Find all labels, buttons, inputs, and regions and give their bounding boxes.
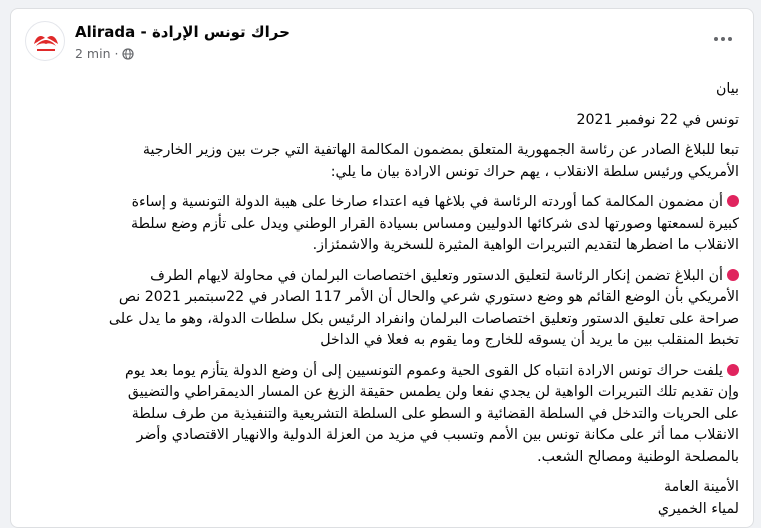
globe-icon — [122, 48, 134, 60]
paragraph-point-1 — [23, 192, 739, 257]
paragraph-title — [23, 79, 739, 101]
text-line — [23, 361, 739, 383]
paragraph-signature — [23, 477, 739, 520]
post-card — [10, 8, 754, 528]
page-avatar[interactable] — [25, 21, 65, 61]
text-line: تخبط المنقلب بين ما يريد أن يسوقه للخارج وما يقوم به فعلا في الداخل — [320, 332, 739, 348]
text-line: وإن تقديم تلك التبريرات الواهية لن يجدي نفعا ولن يطمس حقيقة الزيغ عن المسار الديمقراطي والتضييق — [127, 384, 739, 400]
signature-title: الأمينة العامة — [664, 479, 739, 495]
separator-dot: · — [114, 46, 119, 61]
paragraph-point-2 — [23, 266, 739, 352]
page-name-link[interactable]: Alirada - حراك تونس الإرادة — [75, 23, 290, 41]
more-horizontal-icon — [713, 36, 733, 42]
text-segment: يلفت حراك تونس الارادة انتباه كل القوى الحية وعموم التونسيين إلى أن وضع الدولة يتأزم يوما بعد يوم — [125, 362, 723, 379]
logo-icon — [26, 22, 65, 61]
text-line — [23, 266, 739, 288]
text-line: بيان — [716, 81, 739, 97]
text-line: الأمريكي بأن الوضع القائم هو وضع دستوري شرعي والحال أن الأمر 117 الصادر في 22سبتمبر 2021 نص — [118, 289, 739, 305]
post-text — [23, 79, 739, 528]
red-circle-icon — [727, 269, 739, 281]
post-header — [11, 9, 753, 69]
text-segment: أن مضمون المكالمة كما أوردته الرئاسة في بلاغها فيه اعتداء صارخا على هيبة الدولة التونسية و إساءة — [131, 194, 723, 210]
paragraph-date — [23, 110, 739, 132]
text-line: صراحة على تعليق الدستور وتعليق اختصاصات البرلمان وانفراد الرئيس بكل سلطات الدولة، وهو ما يدل على — [108, 310, 739, 327]
text-line: بالمصلحة الوطنية ومصالح الشعب. — [537, 448, 739, 465]
paragraph-point-3 — [23, 361, 739, 469]
text-line: على الحريات والتدخل في السلطة القضائية و السطو على السلطة التشريعية والتنفيذية من طرف سلطة — [131, 405, 739, 422]
text-line: تبعا للبلاغ الصادر عن رئاسة الجمهورية المتعلق بمضمون المكالمة الهاتفية التي جرت بين وزير الخارجية — [142, 142, 739, 158]
text-line: الانقلاب مما أثر على مكانة تونس بين الأمم وتسبب في مزيد من العزلة الدولية والانهيار الاقتصادي وأضر — [136, 427, 739, 443]
text-line: تونس في 22 نوفمبر 2021 — [576, 111, 739, 128]
paragraph-intro — [23, 140, 739, 183]
text-line — [23, 192, 739, 214]
more-options-button[interactable] — [711, 29, 735, 49]
red-circle-icon — [727, 364, 739, 376]
text-line: كبيرة لسمعتها وصورتها لدى شركائها الدوليين ومساس بسيادة القرار الوطني ويدل على تأزم وضع سلطة — [131, 215, 739, 232]
red-circle-icon — [727, 195, 739, 207]
text-line: الانقلاب ما اضطرها لتقديم التبريرات الواهية المثيرة للسخرية والاشمئزاز. — [312, 237, 739, 253]
post-time[interactable]: 2 min — [75, 46, 111, 61]
text-segment: أن البلاغ تضمن إنكار الرئاسة لتعليق الدستور وتعليق اختصاصات البرلمان في محاولة لايهام الطرف — [150, 267, 723, 284]
signature-name: لمياء الخميري — [657, 500, 739, 517]
post-meta — [75, 46, 134, 61]
text-line: الأمريكي ورئيس سلطة الانقلاب ، يهم حراك تونس الارادة بيان ما يلي: — [330, 163, 739, 180]
